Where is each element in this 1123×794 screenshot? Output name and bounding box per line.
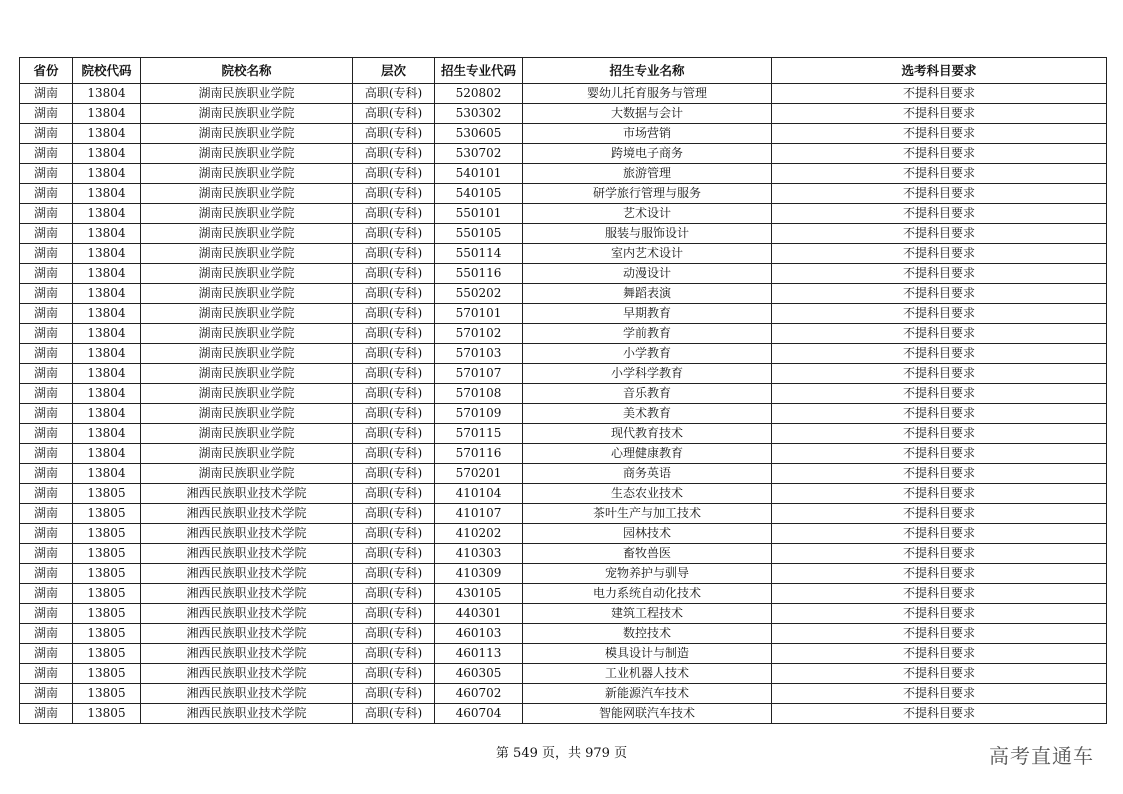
cell-province: 湖南 [20,284,73,304]
cell-school-name: 湖南民族职业学院 [141,144,353,164]
cell-level: 高职(专科) [353,424,435,444]
cell-level: 高职(专科) [353,224,435,244]
cell-school-code: 13805 [73,704,141,724]
table-row [20,164,1107,184]
cell-level: 高职(专科) [353,124,435,144]
cell-level: 高职(专科) [353,304,435,324]
cell-level: 高职(专科) [353,364,435,384]
cell-major-name: 数控技术 [523,624,772,644]
cell-major-name: 旅游管理 [523,164,772,184]
cell-major-code: 410104 [435,484,523,504]
cell-subject-requirement: 不提科目要求 [772,584,1107,604]
cell-school-name: 湘西民族职业技术学院 [141,704,353,724]
cell-major-name: 学前教育 [523,324,772,344]
cell-major-code: 540101 [435,164,523,184]
cell-province: 湖南 [20,324,73,344]
cell-subject-requirement: 不提科目要求 [772,204,1107,224]
cell-major-name: 小学科学教育 [523,364,772,384]
table-row [20,364,1107,384]
cell-major-name: 心理健康教育 [523,444,772,464]
cell-province: 湖南 [20,344,73,364]
cell-school-code: 13804 [73,304,141,324]
cell-major-name: 服装与服饰设计 [523,224,772,244]
cell-subject-requirement: 不提科目要求 [772,504,1107,524]
cell-major-code: 530702 [435,144,523,164]
cell-major-name: 电力系统自动化技术 [523,584,772,604]
cell-major-code: 570103 [435,344,523,364]
page-number: 第 549 页，共 979 页 [495,746,628,761]
cell-major-name: 研学旅行管理与服务 [523,184,772,204]
header-row [20,58,1107,84]
cell-school-code: 13804 [73,324,141,344]
cell-school-code: 13804 [73,84,141,104]
cell-school-code: 13804 [73,404,141,424]
cell-major-name: 畜牧兽医 [523,544,772,564]
table-row [20,84,1107,104]
table-body [20,84,1107,724]
cell-major-name: 园林技术 [523,524,772,544]
cell-major-name: 大数据与会计 [523,104,772,124]
cell-school-name: 湘西民族职业技术学院 [141,484,353,504]
cell-level: 高职(专科) [353,664,435,684]
cell-subject-requirement: 不提科目要求 [772,604,1107,624]
cell-province: 湖南 [20,504,73,524]
cell-level: 高职(专科) [353,264,435,284]
cell-school-code: 13805 [73,644,141,664]
cell-subject-requirement: 不提科目要求 [772,384,1107,404]
cell-major-code: 460305 [435,664,523,684]
cell-school-name: 湖南民族职业学院 [141,264,353,284]
cell-school-code: 13804 [73,384,141,404]
cell-school-code: 13805 [73,664,141,684]
cell-subject-requirement: 不提科目要求 [772,104,1107,124]
cell-major-name: 舞蹈表演 [523,284,772,304]
cell-school-name: 湖南民族职业学院 [141,424,353,444]
cell-major-name: 美术教育 [523,404,772,424]
cell-subject-requirement: 不提科目要求 [772,364,1107,384]
cell-school-name: 湘西民族职业技术学院 [141,504,353,524]
cell-school-code: 13805 [73,564,141,584]
cell-subject-requirement: 不提科目要求 [772,184,1107,204]
cell-level: 高职(专科) [353,524,435,544]
cell-school-code: 13804 [73,264,141,284]
cell-school-name: 湖南民族职业学院 [141,464,353,484]
cell-major-name: 动漫设计 [523,264,772,284]
cell-level: 高职(专科) [353,604,435,624]
cell-major-code: 540105 [435,184,523,204]
cell-school-name: 湖南民族职业学院 [141,164,353,184]
cell-level: 高职(专科) [353,324,435,344]
cell-school-code: 13804 [73,464,141,484]
cell-major-code: 430105 [435,584,523,604]
cell-major-code: 550116 [435,264,523,284]
cell-major-code: 410309 [435,564,523,584]
cell-province: 湖南 [20,424,73,444]
cell-school-name: 湖南民族职业学院 [141,444,353,464]
cell-province: 湖南 [20,684,73,704]
cell-subject-requirement: 不提科目要求 [772,624,1107,644]
cell-school-name: 湖南民族职业学院 [141,404,353,424]
cell-school-name: 湖南民族职业学院 [141,384,353,404]
cell-subject-requirement: 不提科目要求 [772,544,1107,564]
cell-major-code: 440301 [435,604,523,624]
cell-province: 湖南 [20,484,73,504]
cell-subject-requirement: 不提科目要求 [772,404,1107,424]
table-row [20,624,1107,644]
cell-major-name: 生态农业技术 [523,484,772,504]
cell-major-name: 模具设计与制造 [523,644,772,664]
cell-school-name: 湖南民族职业学院 [141,184,353,204]
cell-school-name: 湖南民族职业学院 [141,304,353,324]
cell-major-code: 530302 [435,104,523,124]
cell-subject-requirement: 不提科目要求 [772,464,1107,484]
cell-province: 湖南 [20,624,73,644]
cell-province: 湖南 [20,264,73,284]
cell-province: 湖南 [20,304,73,324]
cell-school-name: 湖南民族职业学院 [141,364,353,384]
cell-school-code: 13804 [73,144,141,164]
table-row [20,324,1107,344]
cell-school-name: 湘西民族职业技术学院 [141,644,353,664]
cell-subject-requirement: 不提科目要求 [772,124,1107,144]
cell-subject-requirement: 不提科目要求 [772,344,1107,364]
cell-subject-requirement: 不提科目要求 [772,224,1107,244]
cell-major-code: 550105 [435,224,523,244]
cell-subject-requirement: 不提科目要求 [772,444,1107,464]
table-row [20,644,1107,664]
cell-major-name: 新能源汽车技术 [523,684,772,704]
cell-major-name: 婴幼儿托育服务与管理 [523,84,772,104]
cell-major-code: 410107 [435,504,523,524]
cell-school-code: 13804 [73,344,141,364]
table-row [20,484,1107,504]
header-major-name: 招生专业名称 [523,58,772,84]
header-subject-requirement: 选考科目要求 [772,58,1107,84]
table-row [20,304,1107,324]
cell-subject-requirement: 不提科目要求 [772,324,1107,344]
cell-major-code: 410303 [435,544,523,564]
cell-school-name: 湘西民族职业技术学院 [141,564,353,584]
cell-level: 高职(专科) [353,624,435,644]
cell-major-code: 550101 [435,204,523,224]
cell-school-name: 湘西民族职业技术学院 [141,544,353,564]
cell-subject-requirement: 不提科目要求 [772,304,1107,324]
table-row [20,704,1107,724]
cell-level: 高职(专科) [353,284,435,304]
table-row [20,664,1107,684]
cell-school-code: 13804 [73,224,141,244]
cell-subject-requirement: 不提科目要求 [772,704,1107,724]
cell-province: 湖南 [20,224,73,244]
cell-major-code: 570102 [435,324,523,344]
cell-subject-requirement: 不提科目要求 [772,664,1107,684]
header-level: 层次 [353,58,435,84]
cell-province: 湖南 [20,704,73,724]
cell-school-code: 13805 [73,484,141,504]
cell-school-name: 湖南民族职业学院 [141,124,353,144]
cell-province: 湖南 [20,164,73,184]
cell-province: 湖南 [20,244,73,264]
cell-subject-requirement: 不提科目要求 [772,424,1107,444]
cell-school-code: 13804 [73,164,141,184]
cell-level: 高职(专科) [353,184,435,204]
cell-subject-requirement: 不提科目要求 [772,284,1107,304]
cell-school-name: 湘西民族职业技术学院 [141,624,353,644]
cell-level: 高职(专科) [353,484,435,504]
cell-level: 高职(专科) [353,564,435,584]
cell-province: 湖南 [20,584,73,604]
table-row [20,504,1107,524]
cell-level: 高职(专科) [353,644,435,664]
cell-major-name: 音乐教育 [523,384,772,404]
table-row [20,384,1107,404]
cell-province: 湖南 [20,184,73,204]
cell-level: 高职(专科) [353,684,435,704]
cell-school-name: 湘西民族职业技术学院 [141,684,353,704]
cell-major-code: 570109 [435,404,523,424]
cell-province: 湖南 [20,664,73,684]
cell-major-code: 410202 [435,524,523,544]
cell-major-code: 550114 [435,244,523,264]
cell-school-name: 湖南民族职业学院 [141,84,353,104]
cell-school-code: 13804 [73,244,141,264]
admissions-table [19,57,1107,724]
cell-subject-requirement: 不提科目要求 [772,164,1107,184]
cell-school-name: 湖南民族职业学院 [141,324,353,344]
cell-school-code: 13804 [73,284,141,304]
cell-school-name: 湖南民族职业学院 [141,104,353,124]
cell-school-name: 湘西民族职业技术学院 [141,604,353,624]
cell-province: 湖南 [20,104,73,124]
table-row [20,144,1107,164]
cell-major-name: 艺术设计 [523,204,772,224]
cell-school-name: 湖南民族职业学院 [141,224,353,244]
cell-province: 湖南 [20,464,73,484]
cell-province: 湖南 [20,404,73,424]
table-row [20,124,1107,144]
cell-province: 湖南 [20,144,73,164]
table-row [20,544,1107,564]
cell-subject-requirement: 不提科目要求 [772,84,1107,104]
cell-school-code: 13804 [73,444,141,464]
cell-subject-requirement: 不提科目要求 [772,244,1107,264]
table-row [20,604,1107,624]
cell-major-name: 室内艺术设计 [523,244,772,264]
cell-major-name: 小学教育 [523,344,772,364]
cell-province: 湖南 [20,524,73,544]
cell-level: 高职(专科) [353,84,435,104]
cell-level: 高职(专科) [353,204,435,224]
cell-province: 湖南 [20,644,73,664]
cell-major-name: 早期教育 [523,304,772,324]
cell-subject-requirement: 不提科目要求 [772,524,1107,544]
cell-level: 高职(专科) [353,244,435,264]
table-row [20,424,1107,444]
cell-school-name: 湖南民族职业学院 [141,244,353,264]
cell-level: 高职(专科) [353,384,435,404]
table-row [20,104,1107,124]
table-row [20,444,1107,464]
cell-level: 高职(专科) [353,144,435,164]
table-row [20,464,1107,484]
table-row [20,184,1107,204]
cell-major-code: 460113 [435,644,523,664]
cell-level: 高职(专科) [353,344,435,364]
cell-school-code: 13805 [73,684,141,704]
cell-province: 湖南 [20,604,73,624]
table-row [20,564,1107,584]
header-province: 省份 [20,58,73,84]
header-major-code: 招生专业代码 [435,58,523,84]
cell-level: 高职(专科) [353,444,435,464]
table-row [20,264,1107,284]
cell-subject-requirement: 不提科目要求 [772,644,1107,664]
cell-level: 高职(专科) [353,164,435,184]
cell-major-code: 550202 [435,284,523,304]
table-row [20,244,1107,264]
cell-major-name: 商务英语 [523,464,772,484]
cell-subject-requirement: 不提科目要求 [772,684,1107,704]
cell-major-name: 建筑工程技术 [523,604,772,624]
cell-major-code: 570116 [435,444,523,464]
cell-level: 高职(专科) [353,464,435,484]
cell-major-code: 460702 [435,684,523,704]
cell-school-name: 湖南民族职业学院 [141,344,353,364]
cell-major-code: 570115 [435,424,523,444]
cell-province: 湖南 [20,364,73,384]
cell-major-code: 570201 [435,464,523,484]
table-row [20,284,1107,304]
cell-major-code: 570107 [435,364,523,384]
cell-province: 湖南 [20,204,73,224]
cell-level: 高职(专科) [353,544,435,564]
watermark-text: 高考直通车 [989,744,1094,768]
cell-school-name: 湘西民族职业技术学院 [141,524,353,544]
cell-province: 湖南 [20,564,73,584]
cell-school-code: 13804 [73,104,141,124]
cell-major-code: 530605 [435,124,523,144]
table-row [20,224,1107,244]
cell-school-code: 13804 [73,204,141,224]
table-row [20,584,1107,604]
cell-school-code: 13804 [73,424,141,444]
cell-major-code: 570101 [435,304,523,324]
cell-school-code: 13805 [73,544,141,564]
header-school-name: 院校名称 [141,58,353,84]
cell-major-name: 跨境电子商务 [523,144,772,164]
cell-subject-requirement: 不提科目要求 [772,144,1107,164]
cell-subject-requirement: 不提科目要求 [772,564,1107,584]
cell-school-name: 湘西民族职业技术学院 [141,664,353,684]
cell-major-name: 市场营销 [523,124,772,144]
cell-school-code: 13805 [73,604,141,624]
cell-level: 高职(专科) [353,704,435,724]
cell-school-code: 13805 [73,524,141,544]
table-row [20,524,1107,544]
cell-major-code: 460103 [435,624,523,644]
header-school-code: 院校代码 [73,58,141,84]
cell-major-code: 520802 [435,84,523,104]
cell-major-name: 现代教育技术 [523,424,772,444]
cell-major-name: 智能网联汽车技术 [523,704,772,724]
cell-province: 湖南 [20,544,73,564]
cell-major-code: 460704 [435,704,523,724]
cell-province: 湖南 [20,384,73,404]
cell-major-code: 570108 [435,384,523,404]
cell-subject-requirement: 不提科目要求 [772,484,1107,504]
cell-province: 湖南 [20,124,73,144]
cell-level: 高职(专科) [353,404,435,424]
cell-school-code: 13805 [73,584,141,604]
table-row [20,404,1107,424]
cell-level: 高职(专科) [353,504,435,524]
cell-major-name: 工业机器人技术 [523,664,772,684]
cell-province: 湖南 [20,444,73,464]
cell-level: 高职(专科) [353,584,435,604]
cell-school-code: 13804 [73,124,141,144]
cell-province: 湖南 [20,84,73,104]
cell-major-name: 宠物养护与驯导 [523,564,772,584]
cell-major-name: 茶叶生产与加工技术 [523,504,772,524]
cell-school-code: 13805 [73,624,141,644]
cell-school-name: 湖南民族职业学院 [141,284,353,304]
table-header [20,58,1107,84]
cell-school-code: 13805 [73,504,141,524]
cell-school-code: 13804 [73,184,141,204]
cell-school-code: 13804 [73,364,141,384]
cell-school-name: 湘西民族职业技术学院 [141,584,353,604]
cell-school-name: 湖南民族职业学院 [141,204,353,224]
cell-subject-requirement: 不提科目要求 [772,264,1107,284]
table-row [20,684,1107,704]
cell-level: 高职(专科) [353,104,435,124]
table-row [20,204,1107,224]
table-row [20,344,1107,364]
